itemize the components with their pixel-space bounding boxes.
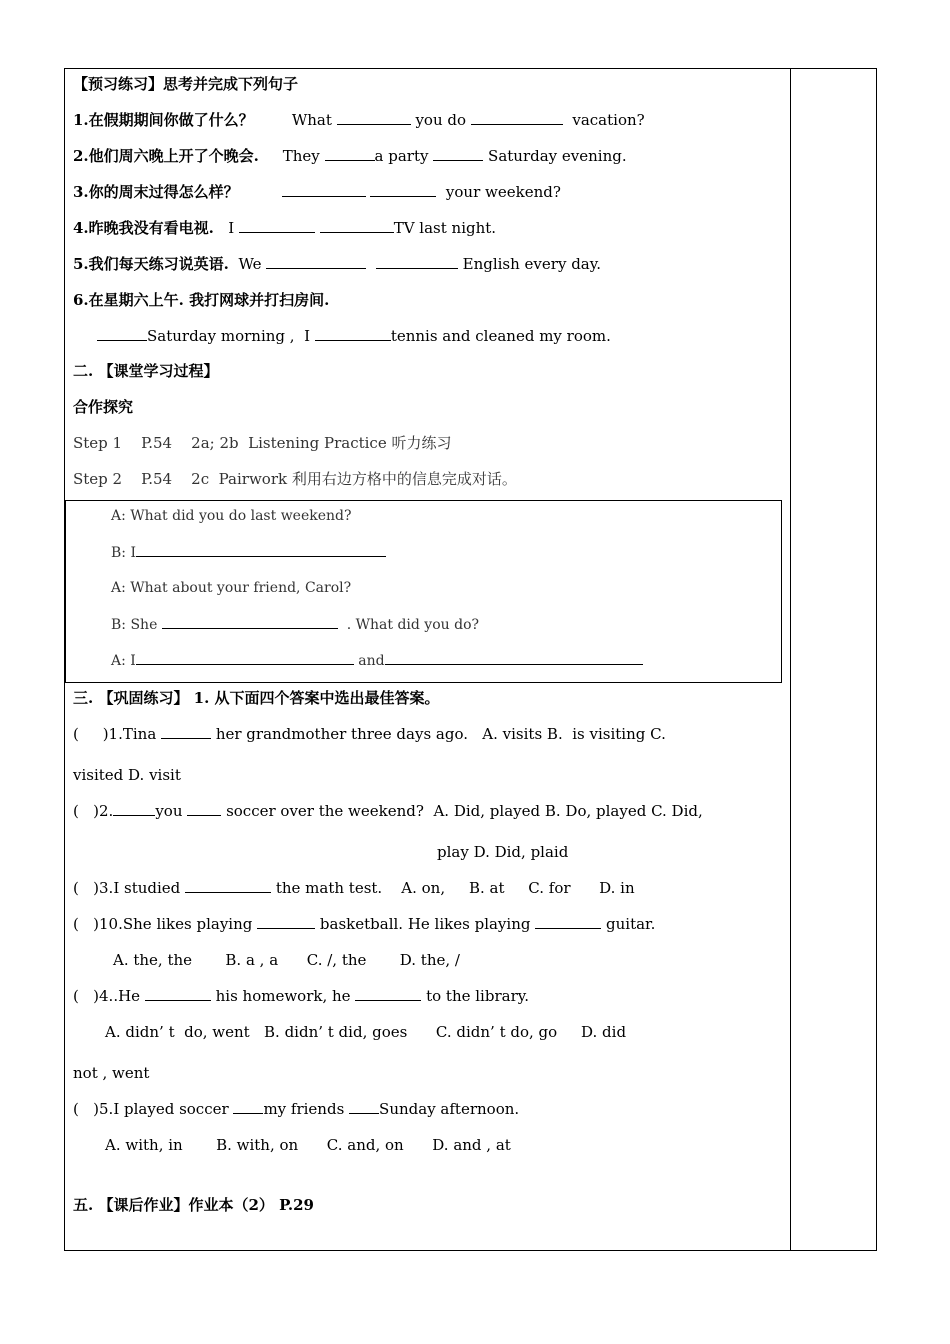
mc-q1-tail: visited D. visit bbox=[73, 766, 181, 784]
dialog-line-2-text: B: I bbox=[111, 545, 136, 561]
mc-q10 bbox=[73, 914, 655, 934]
blank[interactable] bbox=[257, 914, 315, 929]
blank[interactable] bbox=[161, 724, 211, 739]
q6-en-1: Saturday morning , bbox=[147, 327, 295, 345]
q3-chinese: 3.你的周末过得怎么样？ bbox=[73, 183, 239, 201]
blank[interactable] bbox=[239, 218, 315, 233]
q4-en-2: TV last night. bbox=[393, 219, 497, 237]
section5-heading: 五. 【课后作业】作业本（2） P.29 bbox=[73, 1196, 314, 1214]
mc-q4 bbox=[73, 986, 529, 1006]
mc-q3-b: the math test. A. on, B. at C. for D. in bbox=[275, 879, 635, 897]
dialog-line-5-a: A: I bbox=[111, 653, 136, 669]
blank[interactable] bbox=[376, 254, 458, 269]
mc-q3 bbox=[73, 878, 635, 898]
blank[interactable] bbox=[370, 182, 436, 197]
q2-en-2: a party bbox=[374, 147, 429, 165]
q6-en-3: tennis and cleaned my room. bbox=[390, 327, 611, 345]
blank[interactable] bbox=[185, 878, 271, 893]
dialog-line-5 bbox=[111, 650, 643, 671]
mc-q5-c: Sunday afternoon. bbox=[379, 1100, 520, 1118]
preview-q3 bbox=[73, 182, 561, 202]
section2-heading: 二. 【课堂学习过程】 bbox=[73, 362, 219, 380]
side-column-divider bbox=[790, 68, 791, 1251]
q2-chinese: 2.他们周六晚上开了个晚会. bbox=[73, 147, 259, 165]
mc-q10-options: A. the, the B. a , a C. /, the D. the, / bbox=[113, 951, 460, 969]
blank[interactable] bbox=[162, 614, 338, 629]
blank[interactable] bbox=[535, 914, 601, 929]
mc-q2-tail: play D. Did, plaid bbox=[437, 843, 569, 861]
mc-q5-b: my friends bbox=[263, 1100, 345, 1118]
blank[interactable] bbox=[349, 1099, 379, 1114]
mc-q2-a: ( )2. bbox=[73, 802, 114, 820]
blank[interactable] bbox=[282, 182, 366, 197]
mc-q2 bbox=[73, 801, 703, 821]
mc-q4-options: A. didn’ t do, went B. didn’ t did, goes C. didn’ t do, go D. did bbox=[105, 1023, 627, 1041]
q2-en-1: They bbox=[282, 147, 320, 165]
blank[interactable] bbox=[320, 218, 394, 233]
dialog-line-1: A: What did you do last weekend? bbox=[111, 508, 352, 524]
preview-q4 bbox=[73, 218, 496, 238]
dialog-line-4-a: B: She bbox=[111, 617, 158, 633]
section3-heading: 三. 【巩固练习】 1. 从下面四个答案中选出最佳答案。 bbox=[73, 689, 440, 707]
q5-en-2: English every day. bbox=[462, 255, 601, 273]
blank[interactable] bbox=[433, 146, 483, 161]
dialog-line-4-b: . What did you do? bbox=[346, 617, 480, 633]
step-2: Step 2 P.54 2c Pairwork 利用右边方格中的信息完成对话。 bbox=[73, 470, 517, 488]
q6-en-2: I bbox=[304, 327, 311, 345]
mc-q10-a: ( )10.She likes playing bbox=[73, 915, 253, 933]
preview-q5 bbox=[73, 254, 601, 274]
mc-q4-b: his homework, he bbox=[215, 987, 351, 1005]
step-1: Step 1 P.54 2a; 2b Listening Practice 听力练习 bbox=[73, 434, 452, 452]
mc-q10-c: guitar. bbox=[606, 915, 656, 933]
blank[interactable] bbox=[471, 110, 563, 125]
mc-q10-b: basketball. He likes playing bbox=[319, 915, 531, 933]
blank[interactable] bbox=[385, 650, 643, 665]
mc-q2-c: soccer over the weekend? A. Did, played B. Do, played C. Did, bbox=[226, 802, 703, 820]
mc-q5-a: ( )5.I played soccer bbox=[73, 1100, 229, 1118]
preview-q2 bbox=[73, 146, 627, 166]
blank[interactable] bbox=[145, 986, 211, 1001]
q5-en-1: We bbox=[238, 255, 262, 273]
q4-en-1: I bbox=[228, 219, 235, 237]
mc-q5 bbox=[73, 1099, 519, 1119]
blank[interactable] bbox=[113, 801, 155, 816]
q1-en-1: What bbox=[291, 111, 332, 129]
preview-heading: 【预习练习】思考并完成下列句子 bbox=[73, 75, 299, 93]
blank[interactable] bbox=[136, 542, 386, 557]
q1-chinese: 1.在假期期间你做了什么？ bbox=[73, 111, 254, 129]
preview-q6-chinese: 6.在星期六上午. 我打网球并打扫房间. bbox=[73, 291, 330, 309]
q1-en-2: you do bbox=[415, 111, 467, 129]
blank[interactable] bbox=[136, 650, 354, 665]
mc-q4-tail: not , went bbox=[73, 1064, 150, 1082]
q3-en-1: your weekend? bbox=[445, 183, 561, 201]
mc-q1 bbox=[73, 724, 666, 744]
mc-q1-a: ( )1.Tina bbox=[73, 725, 157, 743]
blank[interactable] bbox=[337, 110, 411, 125]
mc-q4-c: to the library. bbox=[426, 987, 529, 1005]
q1-en-3: vacation? bbox=[572, 111, 645, 129]
blank[interactable] bbox=[266, 254, 366, 269]
blank[interactable] bbox=[315, 326, 391, 341]
dialog-line-2 bbox=[111, 542, 386, 563]
mc-q4-a: ( )4..He bbox=[73, 987, 141, 1005]
blank[interactable] bbox=[233, 1099, 263, 1114]
q4-chinese: 4.昨晚我没有看电视. bbox=[73, 219, 214, 237]
dialog-line-4 bbox=[111, 614, 479, 635]
preview-q6-english bbox=[97, 326, 611, 346]
mc-q1-b: her grandmother three days ago. A. visits B. is visiting C. bbox=[215, 725, 666, 743]
dialog-line-3: A: What about your friend, Carol? bbox=[111, 580, 352, 596]
blank[interactable] bbox=[355, 986, 421, 1001]
blank[interactable] bbox=[187, 801, 221, 816]
mc-q5-options: A. with, in B. with, on C. and, on D. and , at bbox=[105, 1136, 511, 1154]
dialog-line-5-b: and bbox=[358, 653, 385, 669]
preview-q1 bbox=[73, 110, 645, 130]
q5-chinese: 5.我们每天练习说英语. bbox=[73, 255, 229, 273]
blank[interactable] bbox=[97, 326, 147, 341]
section2-subheading: 合作探究 bbox=[73, 398, 134, 416]
mc-q2-b: you bbox=[155, 802, 183, 820]
blank[interactable] bbox=[325, 146, 375, 161]
q2-en-3: Saturday evening. bbox=[488, 147, 627, 165]
mc-q3-a: ( )3.I studied bbox=[73, 879, 181, 897]
